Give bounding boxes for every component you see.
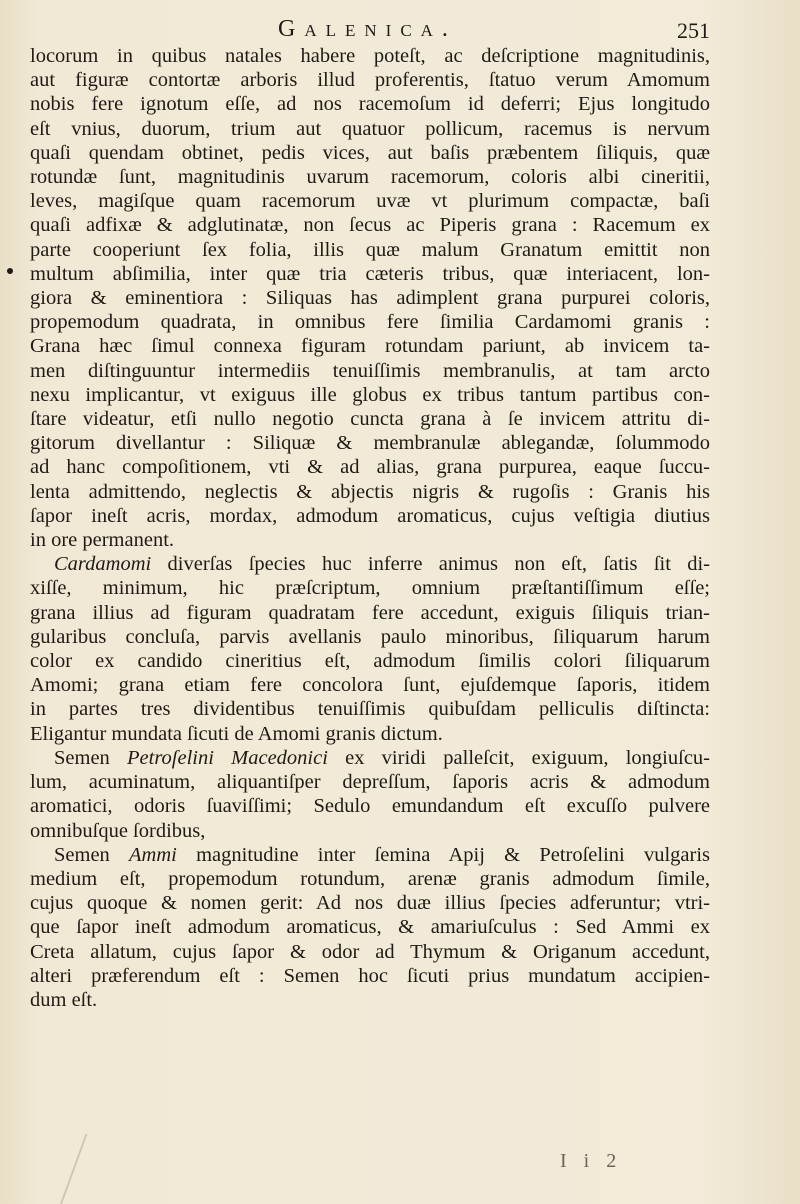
term-cardamomi: Cardamomi <box>54 553 152 576</box>
text-line: gitorum divellantur : Siliquæ & membranulæ ablegandæ, ſolummodo <box>30 432 710 455</box>
text-line: Grana hæc ſimul connexa figuram rotundam pariunt, ab invicem ta- <box>30 335 710 358</box>
text-line: men diſtinguuntur intermediis tenuiſſimis membranulis, at tam arcto <box>30 359 710 382</box>
text-line: color ex candido cineritius eſt, admodum ſimilis colori ſiliquarum <box>30 650 710 673</box>
page-corner-fold <box>0 1134 87 1204</box>
term-petroselini: Petroſelini Macedonici <box>127 746 328 769</box>
text-line: Semen Petroſelini Macedonici ex viridi palleſcit, exiguum, longiuſcu- <box>54 746 710 769</box>
text-line: xiſſe, minimum, hic præſcriptum, omnium præſtantiſſimum eſſe; <box>30 577 710 600</box>
text-line: omnibuſque ſordibus, <box>30 819 206 842</box>
text-line: in ore permanent. <box>30 529 175 552</box>
text-line: quaſi quendam obtinet, pedis vices, aut baſis præbentem ſiliquis, quæ <box>30 141 710 164</box>
text-line: parte cooperiunt ſex folia, illis quæ malum Granatum emittit non <box>30 238 710 261</box>
text-line: aut figuræ contortæ arboris illud proferentis, ſtatuo verum Amomum <box>30 69 710 92</box>
paragraph-cardamomum <box>30 552 710 746</box>
text-line: multum abſimilia, inter quæ tria cæteris tribus, quæ interiacent, lon- <box>30 262 710 285</box>
text-line: aromatici, odoris ſuaviſſimi; Sedulo emundandum eſt excuſſo pulvere <box>30 795 710 818</box>
page-number: 251 <box>677 18 710 43</box>
text-line: eſt vnius, duorum, trium aut quatuor pollicum, racemus is nervum <box>30 117 710 140</box>
text-line: Semen Ammi magnitudine inter ſemina Apij & Petroſelini vulgaris <box>54 843 710 866</box>
text-line: nexu implicantur, vt exiguus ille globus ex tribus tantum partibus con- <box>30 383 710 406</box>
paragraph-ammi <box>30 843 710 1012</box>
text-line: ad hanc compoſitionem, vti & ad alias, grana purpurea, eaque ſuccu- <box>30 456 710 479</box>
running-title: Galenica. <box>278 16 457 42</box>
text-line: que ſapor ineſt admodum aromaticus, & amariuſculus : Sed Ammi ex <box>30 916 710 939</box>
text-line: Creta allatum, cujus ſapor & odor ad Thymum & Origanum accedunt, <box>30 940 710 963</box>
text-line: alteri præferendum eſt : Semen hoc ſicuti prius mundatum accipien- <box>30 964 710 987</box>
text-line: ſapor ineſt acris, mordax, admodum aromaticus, cujus veſtigia diutius <box>30 504 710 527</box>
margin-dot <box>7 268 13 274</box>
text-line: locorum in quibus natales habere poteſt, ac deſcriptione magnitudinis, <box>30 45 710 67</box>
text-line: grana illius ad figuram quadratam fere accedunt, exiguis ſiliquis trian- <box>30 601 710 624</box>
text-line: Cardamomi diverſas ſpecies huc inferre animus non eſt, ſatis ſit di- <box>54 553 710 576</box>
text-line: quaſi adfixæ & adglutinatæ, non ſecus ac Piperis grana : Racemum ex <box>30 214 710 237</box>
text-line: lum, acuminatum, aliquantiſper depreſſum, ſaporis acris & admodum <box>30 771 710 794</box>
term-ammi: Ammi <box>129 843 177 866</box>
text-line: in partes tres dividentibus tenuiſſimis quibuſdam pelliculis diſtincta: <box>30 698 710 721</box>
signature-mark: I i 2 <box>560 1150 623 1172</box>
text-line: ſtare videatur, etſi nullo negotio cuncta grana à ſe invicem attritu di- <box>30 408 710 431</box>
body-text <box>30 44 710 1012</box>
text-line: gularibus concluſa, parvis avellanis paulo minoribus, ſiliquarum harum <box>30 625 710 648</box>
text-line: rotundæ ſunt, magnitudinis uvarum racemorum, coloris albi cineritii, <box>30 166 710 189</box>
text-line: leves, magiſque quam racemorum uvæ vt plurimum compactæ, baſi <box>30 190 710 213</box>
text-line: giora & eminentiora : Siliquas has adimplent grana purpurei coloris, <box>30 287 710 310</box>
text-line: medium eſt, propemodum rotundum, arenæ granis admodum ſimile, <box>30 867 710 890</box>
text-line: Eligantur mundata ſicuti de Amomi granis dictum. <box>30 722 443 745</box>
text-line: propemodum quadrata, in omnibus fere ſimilia Cardamomi granis : <box>30 311 710 334</box>
text-line: Amomi; grana etiam fere concolora ſunt, ejuſdemque ſaporis, itidem <box>30 674 710 697</box>
text-line: cujus quoque & nomen gerit: Ad nos duæ illius ſpecies adferuntur; vtri- <box>30 892 710 915</box>
text-line: dum eſt. <box>30 988 98 1011</box>
paragraph-amomum <box>30 44 710 552</box>
paragraph-petroselinum <box>30 746 710 843</box>
text-line: nobis fere ignotum eſſe, ad nos racemoſum id deferri; Ejus longitudo <box>30 93 710 116</box>
text-line: lenta admittendo, neglectis & abjectis nigris & rugoſis : Granis his <box>30 480 710 503</box>
